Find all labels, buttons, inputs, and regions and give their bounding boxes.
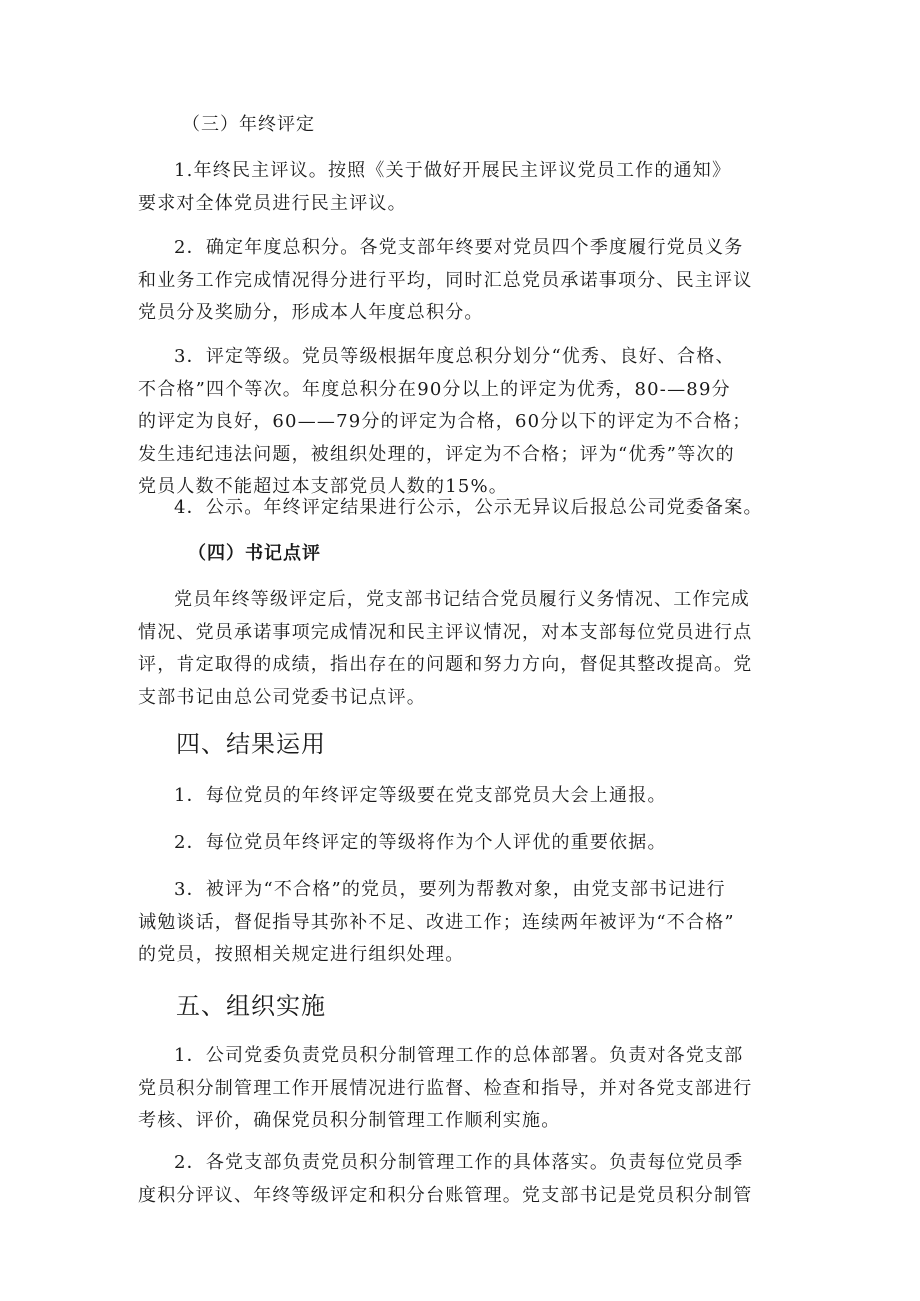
paragraph: 3．被评为“不合格”的党员，要列为帮教对象，由党支部书记进行 诫勉谈话，督促指导其弥补不足、改进工作；连续两年被评为“不合格” 的党员，按照相关规定进行组织处理。 bbox=[138, 879, 735, 965]
paragraph: 3．评定等级。党员等级根据年度总积分划分“优秀、良好、合格、 不合格”四个等次。年度总积分在90分以上的评定为优秀，80-—89分 的评定为良好，60——79分的评定为合格，60分以下的评定为不合格； 发生违纪违法问题，被组织处理的，评定为不合格；评为“优秀”等次的 党员人数不能超过本支部党员人数的15%。 bbox=[138, 346, 752, 497]
paragraph: 4．公示。年终评定结果进行公示，公示无异议后报总公司党委备案。 bbox=[174, 497, 763, 518]
subheading-secretary-review: （四）书记点评 bbox=[188, 543, 321, 564]
paragraph: 1.年终民主评议。按照《关于做好开展民主评议党员工作的通知》 要求对全体党员进行民主评议。 bbox=[138, 160, 732, 214]
paragraph: 1．每位党员的年终评定等级要在党支部党员大会上通报。 bbox=[174, 785, 667, 806]
chapter-heading-organization: 五、组织实施 bbox=[176, 992, 326, 1020]
chapter-heading-result-application: 四、结果运用 bbox=[176, 730, 326, 758]
paragraph: 2．每位党员年终评定的等级将作为个人评优的重要依据。 bbox=[174, 832, 667, 853]
paragraph: 2．各党支部负责党员积分制管理工作的具体落实。负责每位党员季 度积分评议、年终等级评定和积分台账管理。党支部书记是党员积分制管 bbox=[138, 1152, 753, 1206]
paragraph: 党员年终等级评定后，党支部书记结合党员履行义务情况、工作完成 情况、党员承诺事项完成情况和民主评议情况，对本支部每位党员进行点 评，肯定取得的成绩，指出存在的问题和努力方向，督促其整改提高。党 支部书记由总公司党委书记点评。 bbox=[138, 589, 753, 708]
subheading-year-end-evaluation: （三）年终评定 bbox=[182, 114, 315, 135]
paragraph: 1．公司党委负责党员积分制管理工作的总体部署。负责对各党支部 党员积分制管理工作开展情况进行监督、检查和指导，并对各党支部进行 考核、评价，确保党员积分制管理工作顺利实施。 bbox=[138, 1045, 753, 1131]
paragraph: 2．确定年度总积分。各党支部年终要对党员四个季度履行党员义务 和业务工作完成情况得分进行平均，同时汇总党员承诺事项分、民主评议 党员分及奖励分，形成本人年度总积分。 bbox=[138, 237, 753, 323]
